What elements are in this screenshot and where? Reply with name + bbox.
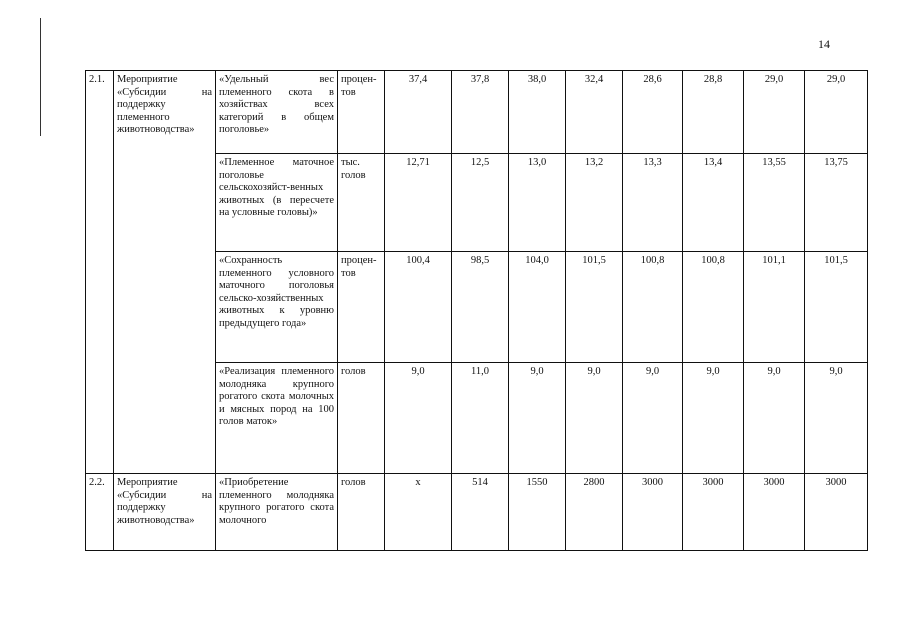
value-cell: 28,6 bbox=[623, 71, 683, 154]
value-cell: 12,5 bbox=[452, 154, 509, 252]
unit: голов bbox=[338, 363, 385, 474]
row-number: 2.1. bbox=[86, 71, 114, 474]
value-cell: 12,71 bbox=[385, 154, 452, 252]
table-row bbox=[86, 71, 868, 154]
event-name: Мероприятие «Субсидии на поддержку животноводства» bbox=[114, 474, 216, 551]
value-cell: 3000 bbox=[805, 474, 868, 551]
value-cell: 13,2 bbox=[566, 154, 623, 252]
value-cell: 100,4 bbox=[385, 252, 452, 363]
value-cell: 3000 bbox=[683, 474, 744, 551]
value-cell: 29,0 bbox=[805, 71, 868, 154]
value-cell: 2800 bbox=[566, 474, 623, 551]
value-cell: 1550 bbox=[509, 474, 566, 551]
margin-rule bbox=[40, 18, 41, 136]
value-cell: х bbox=[385, 474, 452, 551]
value-cell: 514 bbox=[452, 474, 509, 551]
value-cell: 3000 bbox=[744, 474, 805, 551]
value-cell: 37,4 bbox=[385, 71, 452, 154]
value-cell: 28,8 bbox=[683, 71, 744, 154]
value-cell: 13,3 bbox=[623, 154, 683, 252]
value-cell: 13,0 bbox=[509, 154, 566, 252]
value-cell: 9,0 bbox=[805, 363, 868, 474]
value-cell: 29,0 bbox=[744, 71, 805, 154]
value-cell: 9,0 bbox=[385, 363, 452, 474]
indicator-name: «Приобретение племенного молодняка крупного рогатого скота молочного bbox=[216, 474, 338, 551]
value-cell: 9,0 bbox=[566, 363, 623, 474]
value-cell: 9,0 bbox=[683, 363, 744, 474]
indicator-name: «Удельный вес племенного скота в хозяйствах всех категорий в общем поголовье» bbox=[216, 71, 338, 154]
row-number: 2.2. bbox=[86, 474, 114, 551]
value-cell: 101,1 bbox=[744, 252, 805, 363]
indicators-table bbox=[85, 70, 868, 551]
value-cell: 100,8 bbox=[623, 252, 683, 363]
indicator-name: «Реализация племенного молодняка крупного рогатого скота молочных и мясных пород на 100 голов маток» bbox=[216, 363, 338, 474]
page-number: 14 bbox=[818, 37, 830, 51]
value-cell: 104,0 bbox=[509, 252, 566, 363]
unit: голов bbox=[338, 474, 385, 551]
value-cell: 101,5 bbox=[805, 252, 868, 363]
value-cell: 13,4 bbox=[683, 154, 744, 252]
value-cell: 11,0 bbox=[452, 363, 509, 474]
unit: тыс. голов bbox=[338, 154, 385, 252]
unit: процен-тов bbox=[338, 71, 385, 154]
value-cell: 3000 bbox=[623, 474, 683, 551]
value-cell: 9,0 bbox=[509, 363, 566, 474]
value-cell: 13,55 bbox=[744, 154, 805, 252]
value-cell: 9,0 bbox=[744, 363, 805, 474]
unit: процен-тов bbox=[338, 252, 385, 363]
indicator-name: «Племенное маточное поголовье сельскохозяйст-венных животных (в пересчете на условные головы)» bbox=[216, 154, 338, 252]
value-cell: 9,0 bbox=[623, 363, 683, 474]
indicator-name: «Сохранность племенного условного маточного поголовья сельско-хозяйственных животных к уровню предыдущего года» bbox=[216, 252, 338, 363]
event-name: Мероприятие «Субсидии на поддержку племенного животноводства» bbox=[114, 71, 216, 474]
value-cell: 98,5 bbox=[452, 252, 509, 363]
value-cell: 32,4 bbox=[566, 71, 623, 154]
value-cell: 38,0 bbox=[509, 71, 566, 154]
value-cell: 100,8 bbox=[683, 252, 744, 363]
value-cell: 101,5 bbox=[566, 252, 623, 363]
value-cell: 13,75 bbox=[805, 154, 868, 252]
value-cell: 37,8 bbox=[452, 71, 509, 154]
table-row bbox=[86, 474, 868, 551]
